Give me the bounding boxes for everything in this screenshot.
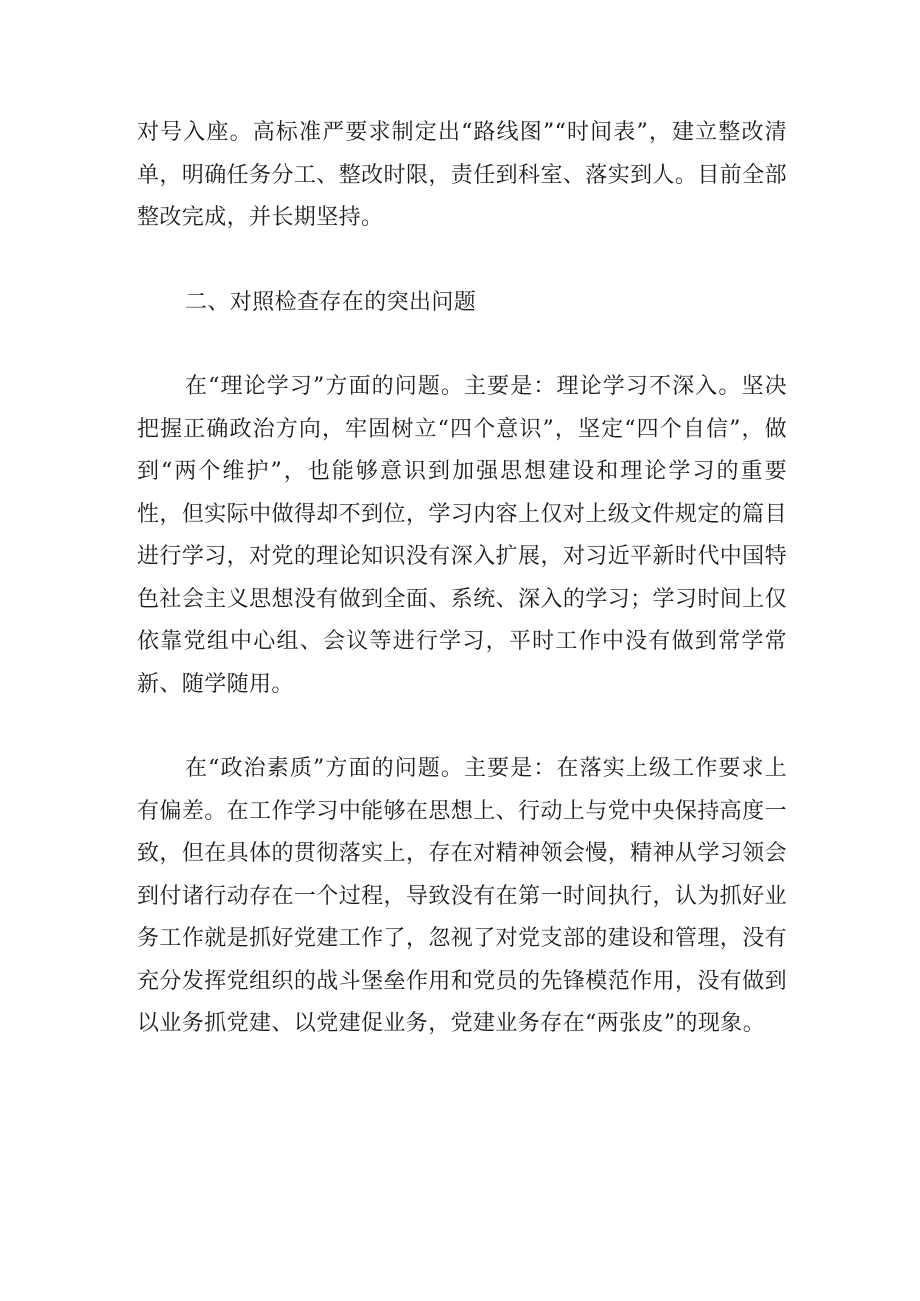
paragraph-political-quality: 在“政治素质”方面的问题。主要是：在落实上级工作要求上有偏差。在工作学习中能够在思想上、行动上与党中央保持高度一致，但在具体的贯彻落实上，存在对精神领会慢，精神从学习领会到付诸行动存在一个过程，导致没有在第一时间执行，认为抓好业务工作就是抓好党建工作了，忽视了对党支部的建设和管理，没有充分发挥党组织的战斗堡垒作用和党员的先锋模范作用，没有做到以业务抓党建、以党建促业务，党建业务存在“两张皮”的现象。	[137, 756, 787, 1036]
section-heading: 二、对照检查存在的突出问题	[185, 289, 477, 315]
paragraph-continuation: 对号入座。高标准严要求制定出“路线图”“时间表”，建立整改清单，明确任务分工、整改时限，责任到科室、落实到人。目前全部整改完成，并长期坚持。	[137, 120, 787, 230]
document-body	[137, 112, 787, 1046]
paragraph-theory-study: 在“理论学习”方面的问题。主要是：理论学习不深入。坚决把握正确政治方向，牢固树立“四个意识”，坚定“四个自信”，做到“两个维护”，也能够意识到加强思想建设和理论学习的重要性，但实际中做得却不到位，学习内容上仅对上级文件规定的篇目进行学习，对党的理论知识没有深入扩展，对习近平新时代中国特色社会主义思想没有做到全面、系统、深入的学习；学习时间上仅依靠党组中心组、会议等进行学习，平时工作中没有做到常学常新、随学随用。	[137, 374, 787, 697]
